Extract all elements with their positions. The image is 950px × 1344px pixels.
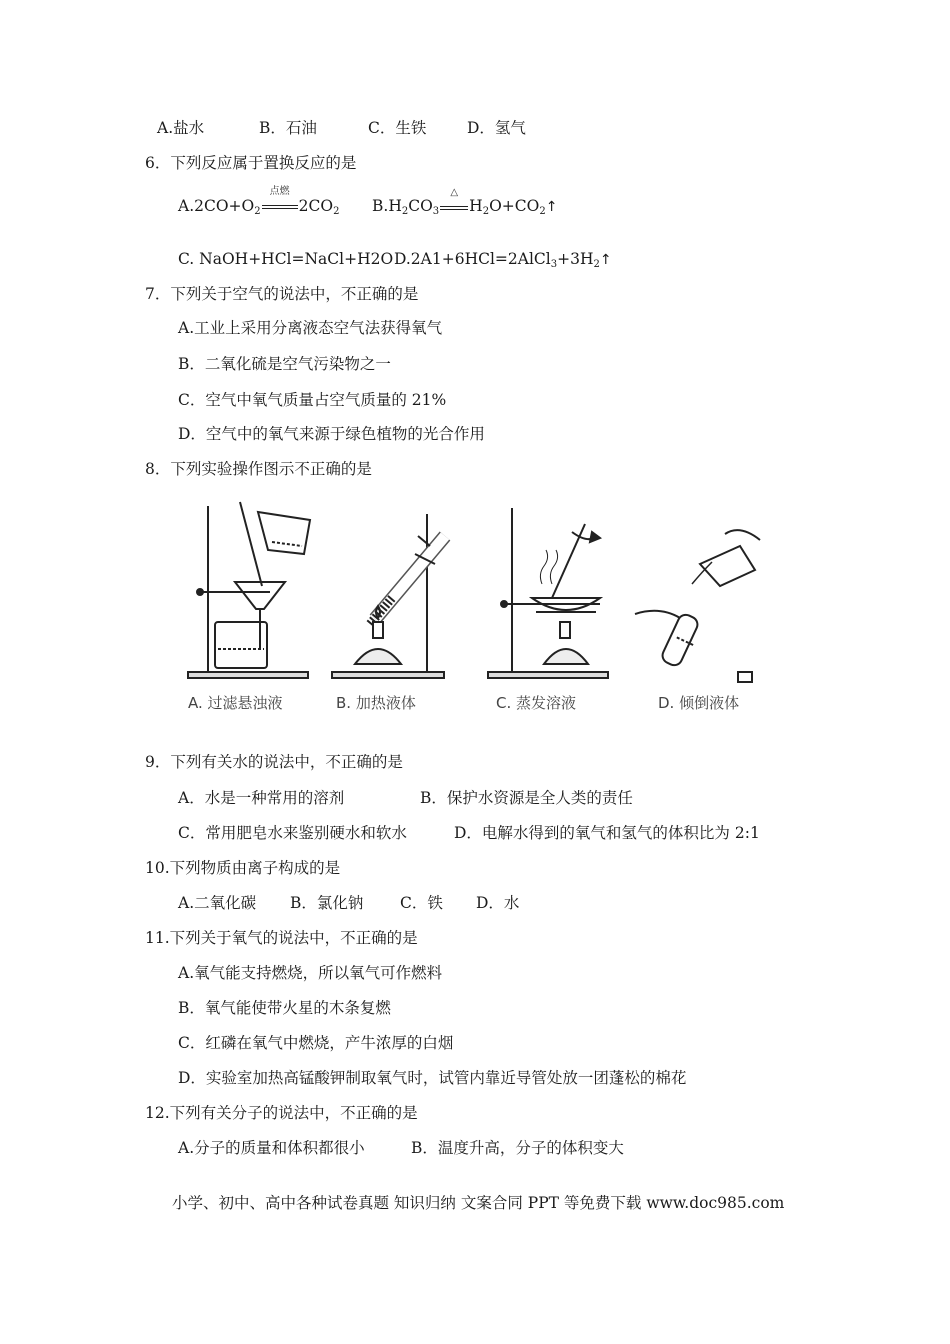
gas-arrow-icon: ↑ (545, 199, 558, 215)
q10-options (178, 893, 519, 913)
q11-option-c: C．红磷在氧气中燃烧，产牛浓厚的白烟 (178, 1034, 454, 1052)
q7-option-d: D．空气中的氧气来源于绿色植物的光合作用 (178, 425, 485, 443)
q11-stem: 11.下列关于氧气的说法中，不正确的是 (145, 929, 418, 947)
pouring-liquid-illustration (635, 530, 760, 682)
q9-stem: 9．下列有关水的说法中，不正确的是 (145, 753, 403, 771)
page-footer: 小学、初中、高中各种试卷真题 知识归纳 文案合同 PPT 等免费下载 www.doc985.com (172, 1194, 785, 1212)
heat-condition: △ (439, 197, 469, 217)
caption-b: B. 加热液体 (336, 694, 416, 712)
q5-option-d: D．氢气 (467, 119, 526, 137)
caption-a: A. 过滤悬浊液 (188, 694, 283, 712)
reaction-condition: 点燃 (261, 196, 299, 216)
q9-option-a: A．水是一种常用的溶剂 (178, 789, 345, 807)
q6-option-c: C. NaOH+HCl=NaCl+H2O (178, 250, 394, 268)
q5-option-a: A.盐水 (157, 119, 205, 137)
caption-d: D. 倾倒液体 (658, 694, 740, 712)
q5-options (157, 118, 526, 138)
heating-liquid-apparatus (332, 514, 445, 678)
q10-option-d: D．水 (476, 894, 520, 912)
q10-option-b: B．氯化钠 (290, 894, 364, 912)
q9-option-c: C．常用肥皂水来鉴别硬水和软水 (178, 824, 407, 842)
q11-option-a: A.氧气能支持燃烧，所以氧气可作燃料 (178, 964, 443, 982)
q5-option-b: B．石油 (259, 119, 317, 137)
q7-option-c: C．空气中氧气质量占空气质量的 21% (178, 391, 447, 409)
q10-option-a: A.二氧化碳 (178, 894, 257, 912)
q10-option-c: C．铁 (400, 894, 443, 912)
q6-option-a: $A.2CO+O_2$ 点燃 $2CO_2$ (178, 186, 340, 217)
q11-option-b: B．氧气能使带火星的木条复燃 (178, 999, 391, 1017)
q9-option-b: B．保护水资源是全人类的责任 (420, 789, 633, 807)
q6-option-d: $D.2A1+6HCl=2AlCl_3+3H_2↑$ (394, 250, 612, 270)
q11-option-d: D．实验室加热高锰酸钾制取氧气时，试管内靠近导管处放一团蓬松的棉花 (178, 1069, 687, 1087)
q6-option-b: $B.H_2CO_3$ △ $H_2O+CO_2↑$ (372, 187, 558, 217)
q5-option-c: C．生铁 (368, 119, 427, 137)
q8-stem: 8．下列实验操作图示不正确的是 (145, 460, 372, 478)
q9-option-d: D．电解水得到的氧气和氢气的体积比为 2:1 (454, 824, 760, 842)
q7-option-a: A.工业上采用分离液态空气法获得氧气 (178, 319, 443, 337)
lab-operations-figure (180, 494, 780, 724)
q7-option-b: B．二氧化硫是空气污染物之一 (178, 355, 391, 373)
q12-option-b: B．温度升高，分子的体积变大 (411, 1139, 624, 1157)
filtration-apparatus (188, 502, 310, 678)
q12-option-a: A.分子的质量和体积都很小 (178, 1139, 365, 1157)
q6-stem: 6．下列反应属于置换反应的是 (145, 154, 357, 172)
q10-stem: 10.下列物质由离子构成的是 (145, 859, 341, 877)
caption-c: C. 蒸发溶液 (496, 694, 577, 712)
evaporation-apparatus (488, 508, 608, 678)
gas-arrow-icon: ↑ (599, 252, 612, 268)
q7-stem: 7．下列关于空气的说法中，不正确的是 (145, 285, 419, 303)
q12-stem: 12.下列有关分子的说法中，不正确的是 (145, 1104, 418, 1122)
